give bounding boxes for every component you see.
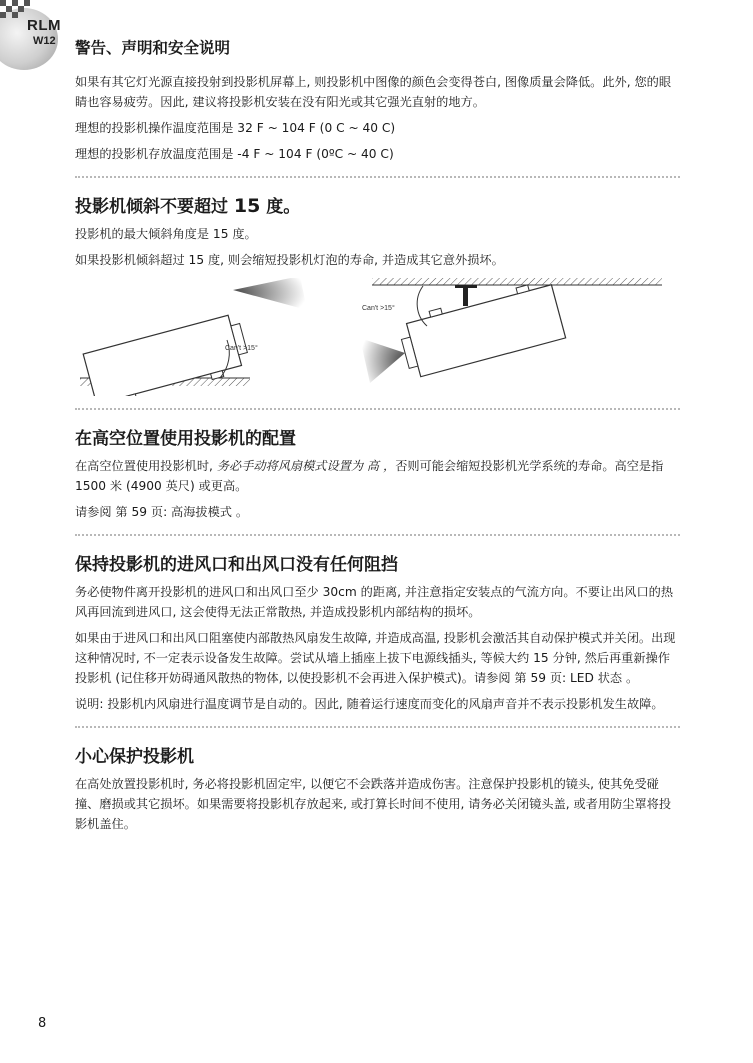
vents-paragraph-3: 说明: 投影机内风扇进行温度调节是自动的。因此, 随着运行速度而变化的风扇声音并不表示投影机发生故障。 — [75, 697, 664, 711]
altitude-text-a: 在高空位置使用投影机时, — [75, 459, 217, 473]
section-title-altitude: 在高空位置使用投影机的配置 — [75, 429, 296, 449]
tilt-figure — [75, 278, 680, 396]
brand-logo — [0, 0, 70, 70]
section-title-warning: 警告、声明和安全说明 — [75, 39, 231, 57]
page-content — [75, 36, 680, 840]
vents-paragraph-1: 务必使物件离开投影机的进风口和出风口至少 30cm 的距离, 并注意指定安装点的气流方向。不要让出风口的热风再回流到进风口, 这会使得无法正常散热, 并造成投影机内部结构的损坏。 — [75, 585, 674, 619]
tilt-title-number: 15 — [233, 195, 261, 217]
projector-right-icon — [396, 279, 565, 379]
model-subname: W12 — [33, 35, 56, 47]
altitude-emphasis: 务必手动将风扇模式设置为 高 ， — [216, 459, 396, 473]
care-paragraph-1: 在高处放置投影机时, 务必将投影机固定牢, 以便它不会跌落并造成伤害。注意保护投影机的镜头, 使其免受碰撞、磨损或其它损坏。如果需要将投影机存放起来, 或打算长时间不使用, 请务必关闭镜头盖, 或者用防尘罩将投影机盖住。 — [75, 777, 672, 831]
checker-pattern-icon — [0, 0, 30, 20]
tilt-paragraph-2: 如果投影机倾斜超过 15 度, 则会缩短投影机灯泡的寿命, 并造成其它意外损坏。 — [75, 253, 504, 267]
tilt-title-prefix: 投影机倾斜不要超过 — [75, 197, 234, 217]
divider — [75, 534, 680, 536]
tilt-label-right: Can't >15° — [362, 305, 395, 312]
warning-paragraph-2: 理想的投影机操作温度范围是 32 F ~ 104 F (0 C ~ 40 C) — [75, 121, 396, 135]
altitude-paragraph-1 — [75, 456, 680, 496]
model-name: RLM — [27, 17, 61, 34]
section-title-tilt — [75, 192, 680, 217]
section-title-vents: 保持投影机的进风口和出风口没有任何阻挡 — [75, 555, 398, 575]
ceiling-hatch — [372, 278, 662, 285]
tilt-title-suffix: 度。 — [260, 197, 301, 217]
warning-paragraph-3: 理想的投影机存放温度范围是 -4 F ~ 104 F (0ºC ~ 40 C) — [75, 147, 394, 161]
section-title-care: 小心保护投影机 — [75, 747, 194, 767]
tilt-paragraph-1: 投影机的最大倾斜角度是 15 度。 — [75, 227, 257, 241]
tilt-label-left: Can't >15° — [225, 345, 258, 352]
altitude-text-b: 否则可能会缩短投影机光学系统的寿命。高空是指 1500 米 (4900 英尺) 或更高。 — [75, 459, 664, 493]
divider — [75, 408, 680, 410]
divider — [75, 176, 680, 178]
page-number: 8 — [38, 1016, 47, 1031]
warning-paragraph-1: 如果有其它灯光源直接投射到投影机屏幕上, 则投影机中图像的颜色会变得苍白, 图像质量会降低。此外, 您的眼睛也容易疲劳。因此, 建议将投影机安装在没有阳光或其它强光直射的地方。 — [75, 75, 672, 109]
altitude-paragraph-2: 请参阅 第 59 页: 高海拔模式 。 — [75, 505, 249, 519]
tilt-illustration — [75, 278, 680, 396]
vents-paragraph-2: 如果由于进风口和出风口阻塞使内部散热风扇发生故障, 并造成高温, 投影机会激活其自动保护模式并关闭。出现这种情况时, 不一定表示设备发生故障。尝试从墙上插座上拔下电源线插头, 等候大约 15 分钟, 然后再重新操作投影机 (记住移开妨碍通风散热的物体, 以使投影机不会再进入保护模式)。请参阅 第 59 页: LED 状态 。 — [75, 631, 676, 685]
divider — [75, 726, 680, 728]
